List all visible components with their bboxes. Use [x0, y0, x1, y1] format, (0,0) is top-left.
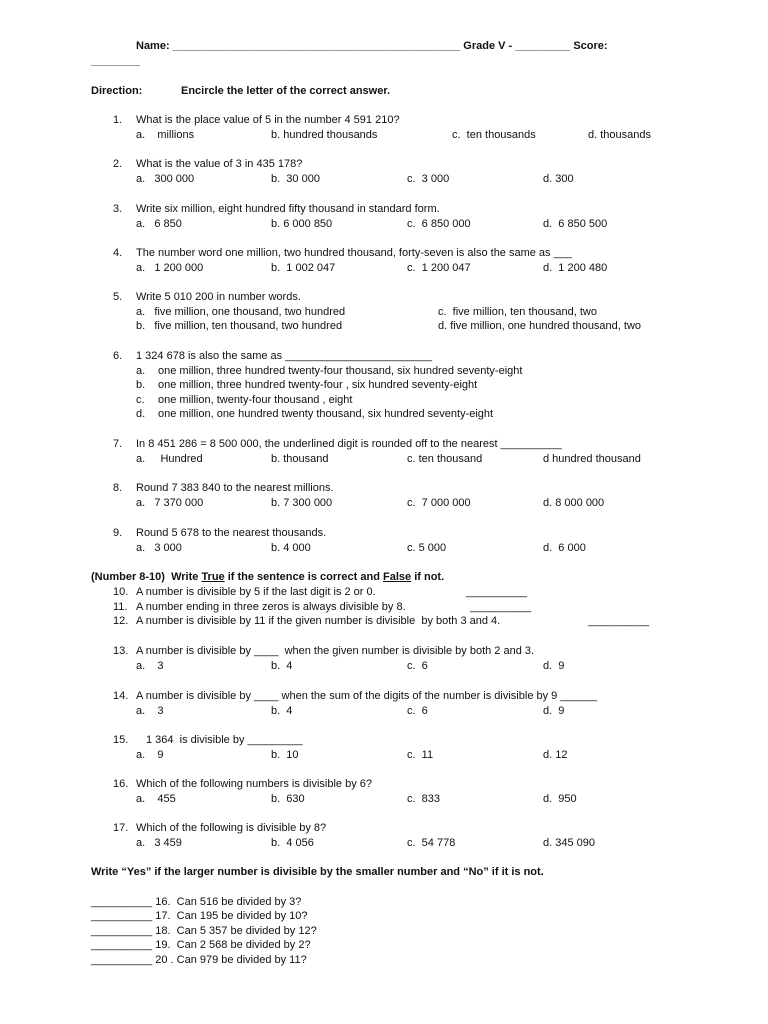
true-false-instruction: (Number 8-10) Write True if the sentence is correct and False if not.	[91, 571, 445, 583]
choice-b-letter: b.	[136, 379, 146, 391]
choice-c: c. 3 000	[407, 173, 450, 185]
choice-c: c. 11	[407, 749, 434, 761]
choice-a: a. 3 000	[136, 542, 182, 554]
yes-no-item: __________ 18. Can 5 357 be divided by 12?	[91, 925, 317, 937]
item-number: 11.	[113, 601, 128, 613]
choice-d: d. five million, one hundred thousand, two	[438, 320, 642, 332]
choice-d: d. 6 000	[543, 542, 586, 554]
question-text: A number is divisible by ____ when the given number is divisible by both 2 and 3.	[136, 645, 535, 657]
choice-d: d. thousands	[588, 129, 651, 141]
choice-a: a. 9	[136, 749, 164, 761]
question-number: 16.	[113, 778, 129, 790]
choice-c: c. 54 778	[407, 837, 456, 849]
choice-a: a. 3 459	[136, 837, 182, 849]
choice-d: d. 1 200 480	[543, 262, 608, 274]
choice-c-letter: c.	[136, 394, 145, 406]
choice-a: a. 3	[136, 660, 164, 672]
choice-a: one million, three hundred twenty-four thousand, six hundred seventy-eight	[158, 365, 523, 377]
choice-b: b. 4	[271, 705, 293, 717]
question-number: 2.	[113, 158, 123, 170]
direction-text: Encircle the letter of the correct answer.	[181, 85, 391, 97]
choice-a: a. millions	[136, 129, 195, 141]
yes-no-item: __________ 19. Can 2 568 be divided by 2?	[91, 939, 311, 951]
choice-b: b. 4 000	[271, 542, 311, 554]
question-text: A number is divisible by ____ when the sum of the digits of the number is divisible by 9 ______	[136, 690, 598, 702]
choice-d-letter: d.	[136, 408, 146, 420]
question-number: 9.	[113, 527, 123, 539]
choice-b: b. 30 000	[271, 173, 320, 185]
question-number: 17.	[113, 822, 129, 834]
choice-b: b. 630	[271, 793, 305, 805]
question-text: What is the place value of 5 in the number 4 591 210?	[136, 114, 400, 126]
statement-text: A number ending in three zeros is always divisible by 8.	[136, 601, 406, 613]
choice-a: a. 1 200 000	[136, 262, 204, 274]
question-text: Which of the following is divisible by 8?	[136, 822, 327, 834]
score-blank: ________	[91, 55, 140, 67]
choice-d: d. 300	[543, 173, 574, 185]
question-text: 1 324 678 is also the same as ________________________	[136, 350, 433, 362]
choice-b: one million, three hundred twenty-four , six hundred seventy-eight	[158, 379, 478, 391]
question-number: 4.	[113, 247, 123, 259]
choice-a: a. five million, one thousand, two hundred	[136, 306, 346, 318]
choice-b: b. 4	[271, 660, 293, 672]
choice-b: b. five million, ten thousand, two hundred	[136, 320, 343, 332]
statement-text: A number is divisible by 11 if the given number is divisible by both 3 and 4.	[136, 615, 501, 627]
choice-b: b. 4 056	[271, 837, 314, 849]
question-text: What is the value of 3 in 435 178?	[136, 158, 303, 170]
question-number: 1.	[113, 114, 123, 126]
choice-d: d. 12	[543, 749, 568, 761]
question-number: 13.	[113, 645, 129, 657]
answer-blank: __________	[466, 586, 528, 598]
choice-a: a. 3	[136, 705, 164, 717]
answer-blank: __________	[470, 601, 532, 613]
choice-c: c. 1 200 047	[407, 262, 471, 274]
question-number: 15.	[113, 734, 129, 746]
answer-blank: __________	[588, 615, 650, 627]
choice-a: a. 6 850	[136, 218, 182, 230]
choice-a: a. Hundred	[136, 453, 203, 465]
question-text: Write 5 010 200 in number words.	[136, 291, 301, 303]
question-text: In 8 451 286 = 8 500 000, the underlined digit is rounded off to the nearest __________	[136, 438, 562, 450]
question-text: Round 7 383 840 to the nearest millions.	[136, 482, 334, 494]
choice-d: d. 8 000 000	[543, 497, 605, 509]
choice-a-letter: a.	[136, 365, 146, 377]
choice-d: one million, one hundred twenty thousand, six hundred seventy-eight	[158, 408, 494, 420]
question-text: 1 364 is divisible by _________	[146, 734, 303, 746]
yes-no-item: __________ 17. Can 195 be divided by 10?	[91, 910, 308, 922]
question-number: 8.	[113, 482, 123, 494]
true-word: True	[201, 571, 225, 583]
choice-b: b. thousand	[271, 453, 329, 465]
choice-d: d hundred thousand	[543, 453, 641, 465]
question-text: Round 5 678 to the nearest thousands.	[136, 527, 327, 539]
choice-c: one million, twenty-four thousand , eight	[158, 394, 353, 406]
question-number: 7.	[113, 438, 123, 450]
choice-d: d. 950	[543, 793, 577, 805]
choice-c: c. 7 000 000	[407, 497, 471, 509]
choice-c: c. five million, ten thousand, two	[438, 306, 597, 318]
question-number: 3.	[113, 203, 123, 215]
choice-a: a. 455	[136, 793, 176, 805]
question-number: 14.	[113, 690, 129, 702]
choice-c: c. ten thousand	[407, 453, 483, 465]
item-number: 10.	[113, 586, 129, 598]
choice-c: c. 6	[407, 705, 428, 717]
choice-b: b. 6 000 850	[271, 218, 333, 230]
choice-a: a. 300 000	[136, 173, 195, 185]
choice-b: b. hundred thousands	[271, 129, 378, 141]
question-number: 5.	[113, 291, 123, 303]
statement-text: A number is divisible by 5 if the last digit is 2 or 0.	[136, 586, 376, 598]
choice-c: c. 833	[407, 793, 441, 805]
name-grade-score-line: Name: _______________________________________________ Grade V - _________ Score:	[136, 40, 608, 52]
item-number: 12.	[113, 615, 129, 627]
choice-c: c. 5 000	[407, 542, 447, 554]
choice-c: c. 6	[407, 660, 428, 672]
choice-d: d. 345 090	[543, 837, 595, 849]
choice-b: b. 1 002 047	[271, 262, 336, 274]
choice-d: d. 9	[543, 705, 565, 717]
choice-c: c. ten thousands	[452, 129, 536, 141]
question-number: 6.	[113, 350, 123, 362]
choice-d: d. 9	[543, 660, 565, 672]
choice-c: c. 6 850 000	[407, 218, 471, 230]
yes-no-item: __________ 20 . Can 979 be divided by 11?	[91, 954, 307, 966]
choice-d: d. 6 850 500	[543, 218, 608, 230]
choice-a: a. 7 370 000	[136, 497, 204, 509]
question-text: Which of the following numbers is divisible by 6?	[136, 778, 373, 790]
false-word: False	[383, 571, 412, 583]
yes-no-item: __________ 16. Can 516 be divided by 3?	[91, 896, 302, 908]
direction-label: Direction:	[91, 85, 143, 97]
question-text: The number word one million, two hundred thousand, forty-seven is also the same as ___	[136, 247, 572, 259]
choice-b: b. 7 300 000	[271, 497, 333, 509]
yes-no-instruction: Write “Yes” if the larger number is divisible by the smaller number and “No” if it is not.	[91, 866, 544, 878]
question-text: Write six million, eight hundred fifty thousand in standard form.	[136, 203, 440, 215]
choice-b: b. 10	[271, 749, 299, 761]
